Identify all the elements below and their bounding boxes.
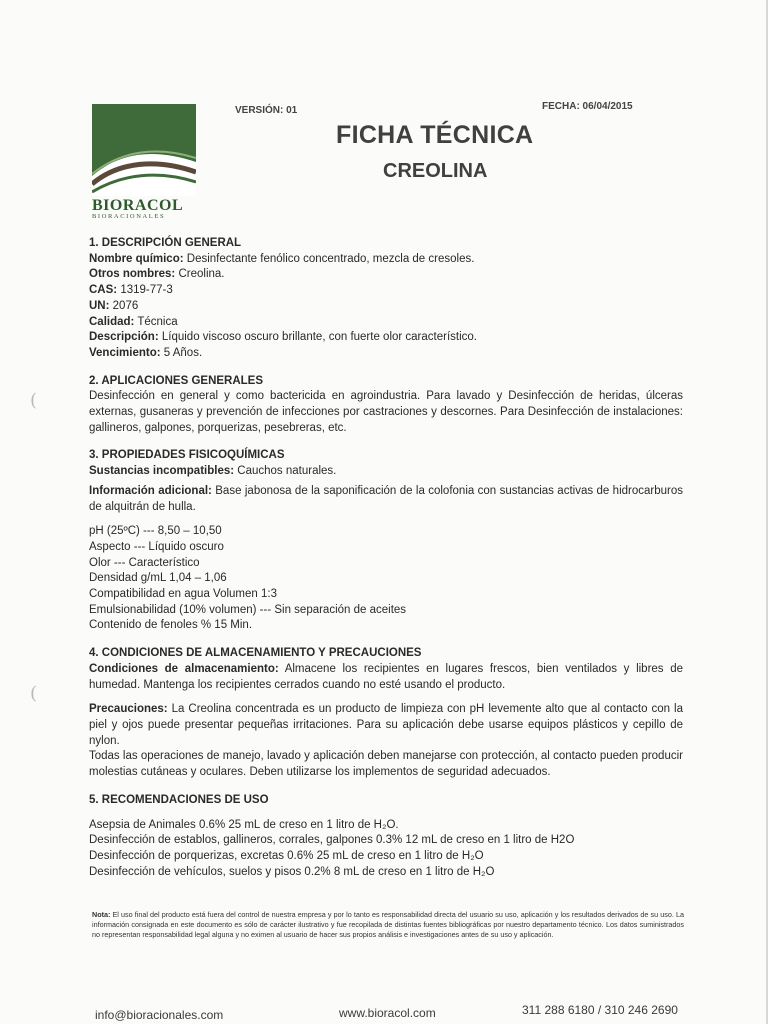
field-row <box>89 702 683 749</box>
field-label: UN: <box>89 299 110 312</box>
property-line: Aspecto --- Líquido oscuro <box>89 540 224 553</box>
property-line: Contenido de fenoles % 15 Min. <box>89 619 253 632</box>
punch-hole-mark: ( <box>30 390 38 411</box>
field-row <box>89 252 683 268</box>
property-line: Compatibilidad en agua Volumen 1:3 <box>89 588 277 601</box>
logo-name: BIORACOL <box>92 197 184 214</box>
field-row <box>89 662 683 693</box>
section-storage-precautions <box>89 646 683 781</box>
footer-phone: 311 288 6180 / 310 246 2690 <box>522 1003 678 1017</box>
document-body <box>89 236 683 892</box>
field-label: Precauciones: <box>89 703 168 716</box>
field-row <box>89 346 683 362</box>
punch-hole-mark: ( <box>30 683 38 704</box>
section-general-description <box>89 236 683 362</box>
field-label: Otros nombres: <box>89 268 176 281</box>
section-heading: 4. CONDICIONES DE ALMACENAMIENTO Y PRECAUCIONES <box>89 647 422 660</box>
field-label: Descripción: <box>89 331 159 344</box>
property-line: Densidad g/mL 1,04 – 1,06 <box>89 572 227 585</box>
version-label: VERSIÓN: 01 <box>235 105 298 116</box>
field-value: 2076 <box>109 299 139 312</box>
document-title: FICHA TÉCNICA <box>336 121 534 149</box>
hills-icon <box>92 104 196 196</box>
section-usage <box>89 793 683 881</box>
footer-website: www.bioracol.com <box>339 1006 436 1020</box>
usage-line: Desinfección de porquerizas, excretas 0.6% 25 mL de creso en 1 litro de H₂O <box>89 849 484 862</box>
property-line: Olor --- Característico <box>89 556 200 569</box>
property-line: Emulsionabilidad (10% volumen) --- Sin separación de aceites <box>89 603 407 616</box>
field-value: Desinfectante fenólico concentrado, mezcla de cresoles. <box>183 252 475 265</box>
field-value: Base jabonosa de la saponificación de la colofonia con sustancias activas de hidrocarburos de alquitrán de hulla. <box>89 484 683 513</box>
disclaimer-note <box>92 910 684 941</box>
section-heading: 5. RECOMENDACIONES DE USO <box>89 793 269 806</box>
field-row <box>89 267 683 283</box>
field-label: Calidad: <box>89 315 135 328</box>
section-paragraph: Todas las operaciones de manejo, lavado y aplicación deben manejarse con protección, al contacto pueden producir molestias cutáneas y oculares. Deben utilizarse los implementos de seguridad adecuados. <box>89 750 683 779</box>
usage-line: Desinfección de establos, gallineros, corrales, galpones 0.3% 12 mL de creso en 1 litro de H2O <box>89 834 575 847</box>
property-line: pH (25ºC) --- 8,50 – 10,50 <box>89 525 222 538</box>
field-row <box>89 484 683 515</box>
field-value: 1319-77-3 <box>117 284 173 297</box>
field-value: La Creolina concentrada es un producto de limpieza con pH levemente alto que al contacto con la piel y ojos puede presentar pequeñas irritaciones. Para su aplicación debe usarse equipos plásticos y cepillo de nylon. <box>89 703 683 747</box>
date-label: FECHA: 06/04/2015 <box>542 101 633 112</box>
field-row <box>89 299 683 315</box>
usage-line: Asepsia de Animales 0.6% 25 mL de creso en 1 litro de H₂O. <box>89 818 399 831</box>
field-label: CAS: <box>89 284 118 297</box>
note-label: Nota: <box>92 910 111 919</box>
field-value: Creolina. <box>175 268 225 281</box>
section-heading: 3. PROPIEDADES FISICOQUÍMICAS <box>89 449 285 462</box>
usage-line: Desinfección de vehículos, suelos y pisos 0.2% 8 mL de creso en 1 litro de H₂O <box>89 865 495 878</box>
footer-email: info@bioracionales.com <box>95 1008 224 1022</box>
field-label: Condiciones de almacenamiento: <box>89 662 279 675</box>
field-value: 5 Años. <box>160 346 203 359</box>
field-label: Nombre químico: <box>89 252 184 265</box>
section-paragraph: Desinfección en general y como bactericida en agroindustria. Para lavado y Desinfección de heridas, úlceras externas, gusaneras y prevención de infecciones por castraciones y descornes. Para Desinfección de instalaciones: gallineros, galpones, porquerizas, pesebreras, etc. <box>89 390 683 434</box>
field-row <box>89 283 683 299</box>
field-value: Cauchos naturales. <box>234 465 337 478</box>
section-applications <box>89 374 683 437</box>
field-row <box>89 315 683 331</box>
note-text: El uso final del producto está fuera del control de nuestra empresa y por lo tanto es responsabilidad directa del usuario su uso, aplicación y los resultados derivados de su uso. La información consignada en este documento es sólo de carácter ilustrativo y fue recopilada de distintas fuentes bibliográficas por nuestro departamento técnico. Los datos suministrados no representan responsabilidad legal alguna y no eximen al usuario de hacer sus propios análisis e investigaciones antes de su uso y aplicación. <box>92 910 684 940</box>
field-value: Almacene los recipientes en lugares frescos, bien ventilados y libres de humedad. Mantenga los recipientes cerrados cuando no esté usando el producto. <box>89 662 683 691</box>
field-row <box>89 464 683 480</box>
logo-emblem <box>92 104 196 196</box>
field-row <box>89 330 683 346</box>
product-name: CREOLINA <box>383 160 488 182</box>
logo-tagline: BIORACIONALES <box>92 213 166 220</box>
section-heading: 1. DESCRIPCIÓN GENERAL <box>89 237 242 249</box>
field-label: Información adicional: <box>89 484 212 497</box>
field-value: Técnica <box>134 315 178 328</box>
bioracol-logo <box>92 104 200 220</box>
section-heading: 2. APLICACIONES GENERALES <box>89 374 264 387</box>
field-value: Líquido viscoso oscuro brillante, con fuerte olor característico. <box>158 331 477 344</box>
section-properties <box>89 448 683 634</box>
field-label: Sustancias incompatibles: <box>89 465 235 478</box>
field-label: Vencimiento: <box>89 346 161 359</box>
